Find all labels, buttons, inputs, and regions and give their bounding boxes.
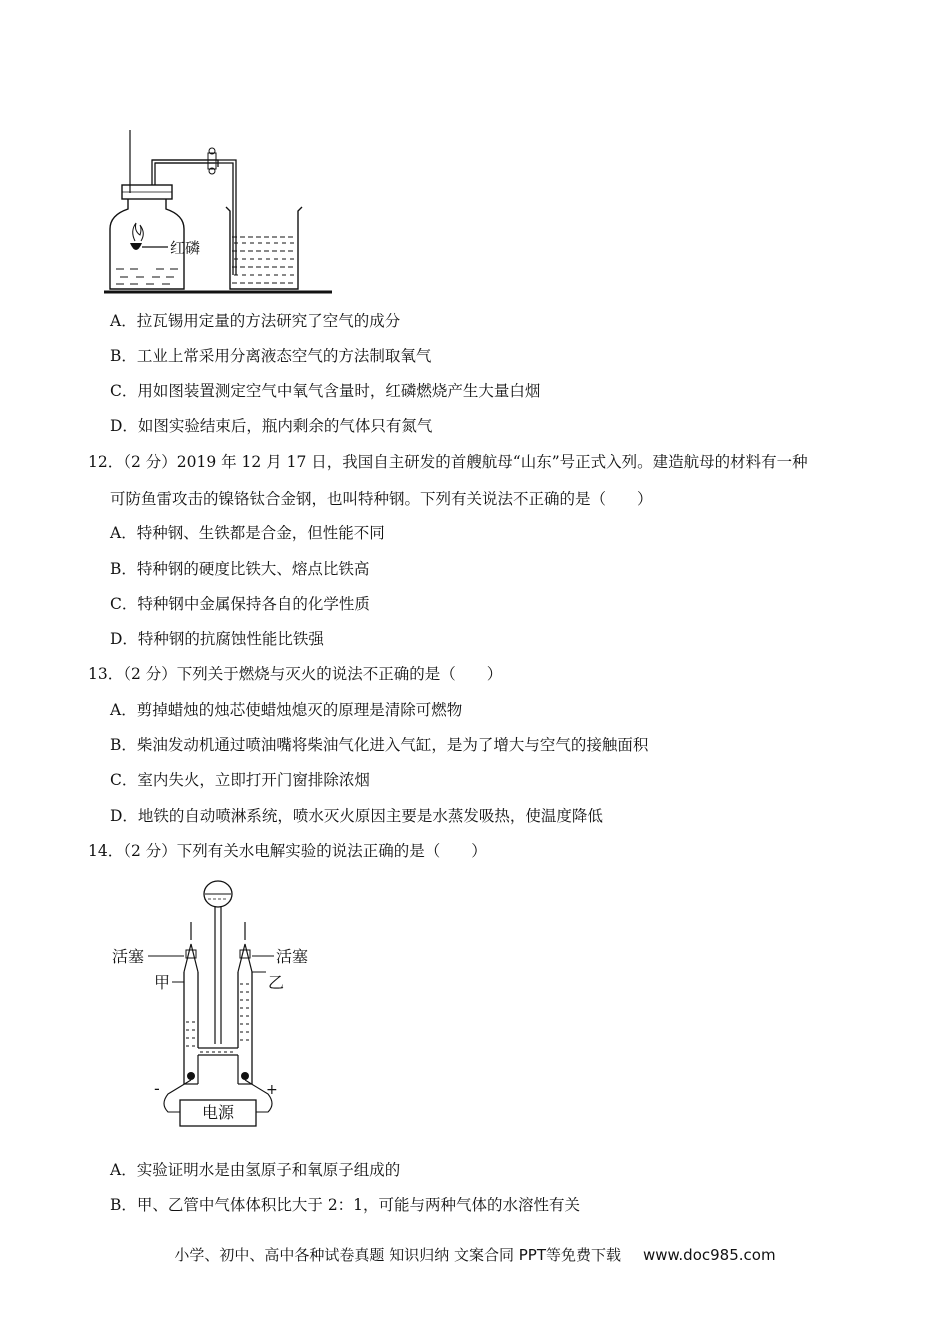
q13-option-a: A．剪掉蜡烛的烛芯使蜡烛熄灭的原理是清除可燃物 xyxy=(110,701,463,719)
negative-terminal-label: - xyxy=(154,1079,160,1098)
positive-terminal-label: + xyxy=(266,1082,278,1098)
q13-stem: 13．（2 分）下列关于燃烧与灭火的说法不正确的是（ ） xyxy=(88,665,503,683)
valve-label-left: 活塞 xyxy=(112,947,145,966)
valve-label-right: 活塞 xyxy=(276,947,309,966)
page-footer xyxy=(0,1244,950,1265)
tube-label-yi: 乙 xyxy=(268,973,285,992)
q12-option-a: A．特种钢、生铁都是合金，但性能不同 xyxy=(110,524,385,542)
q13-option-c: C．室内失火，立即打开门窗排除浓烟 xyxy=(110,771,370,789)
q12-option-d: D．特种钢的抗腐蚀性能比铁强 xyxy=(110,630,324,648)
q14-option-a: A．实验证明水是由氢原子和氧原子组成的 xyxy=(110,1161,401,1179)
q12-stem-line2: 可防鱼雷攻击的镍铬钛合金钢，也叫特种钢。下列有关说法不正确的是（ ） xyxy=(110,490,653,508)
q12-stem-line1: 12．（2 分）2019 年 12 月 17 日，我国自主研发的首艘航母“山东”号正式入列。建造航母的材料有一种 xyxy=(88,453,808,471)
q13-option-d: D．地铁的自动喷淋系统，喷水灭火原因主要是水蒸发吸热，使温度降低 xyxy=(110,807,603,825)
q14-stem: 14．（2 分）下列有关水电解实验的说法正确的是（ ） xyxy=(88,842,487,860)
tube-label-jia: 甲 xyxy=(154,973,171,992)
q14-option-b: B．甲、乙管中气体体积比大于 2：1，可能与两种气体的水溶性有关 xyxy=(110,1196,581,1214)
q11-option-d: D．如图实验结束后，瓶内剩余的气体只有氮气 xyxy=(110,417,433,435)
q11-option-c: C．用如图装置测定空气中氧气含量时，红磷燃烧产生大量白烟 xyxy=(110,382,541,400)
q12-option-c: C．特种钢中金属保持各自的化学性质 xyxy=(110,595,370,613)
figure-label-red-phosphorus: 红磷 xyxy=(170,239,201,257)
q12-option-b: B．特种钢的硬度比铁大、熔点比铁高 xyxy=(110,560,370,578)
footer-text: 小学、初中、高中各种试卷真题 知识归纳 文案合同 PPT等免费下载 xyxy=(174,1246,621,1264)
footer-url[interactable]: www.doc985.com xyxy=(642,1246,776,1264)
power-supply-label: 电源 xyxy=(201,1103,235,1122)
q11-option-b: B．工业上常采用分离液态空气的方法制取氧气 xyxy=(110,347,432,365)
figure-water-electrolysis xyxy=(108,872,328,1132)
figure-oxygen-experiment xyxy=(100,125,340,300)
q11-option-a: A．拉瓦锡用定量的方法研究了空气的成分 xyxy=(110,312,401,330)
q13-option-b: B．柴油发动机通过喷油嘴将柴油气化进入气缸，是为了增大与空气的接触面积 xyxy=(110,736,649,754)
